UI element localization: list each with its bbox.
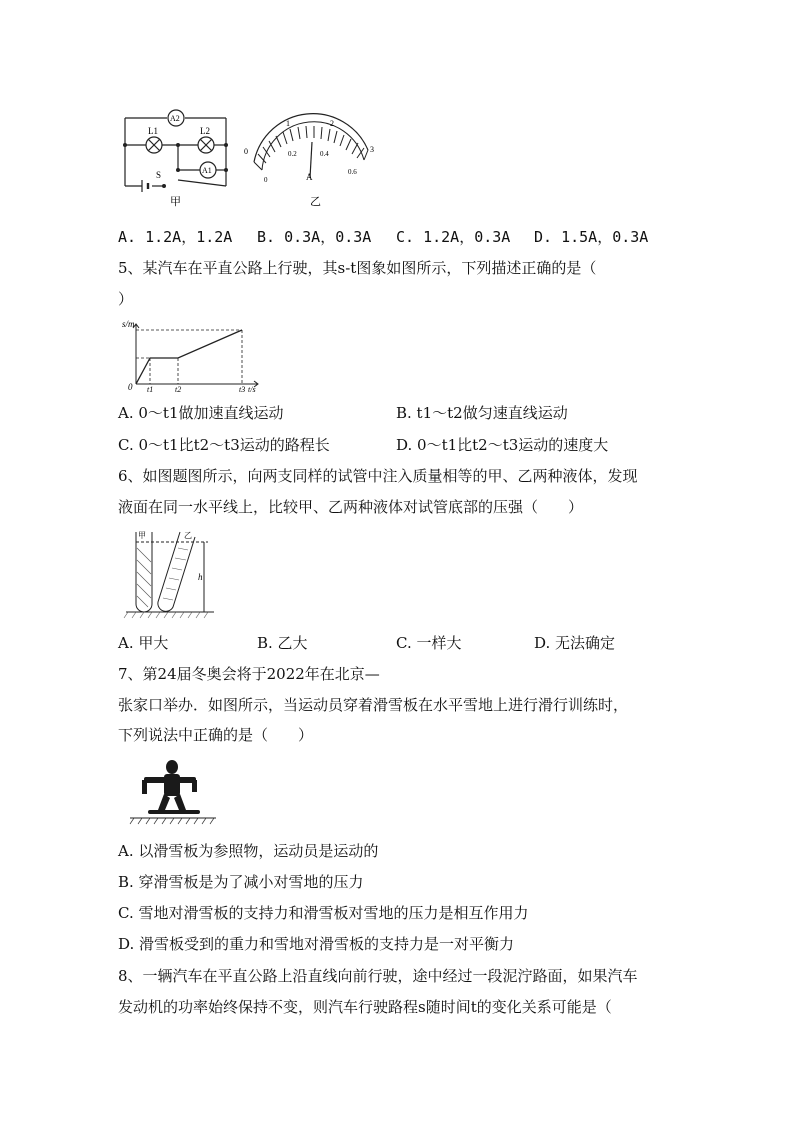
- switch-s-label: S: [156, 170, 162, 180]
- ammeter-dial-yi: [238, 112, 378, 212]
- q5-option-d[interactable]: D. 0～t1比t2～t3运动的速度大: [396, 436, 609, 454]
- q7-option-b[interactable]: B. 穿滑雪板是为了减小对雪地的压力: [118, 873, 364, 891]
- q4-option-a[interactable]: A. 1.2A，1.2A: [118, 228, 233, 246]
- q6-option-a[interactable]: A. 甲大: [118, 634, 169, 652]
- test-tubes-figure: [118, 528, 218, 620]
- graph-t3-label: t3: [239, 385, 246, 393]
- dial-inner-tick-3: 0.6: [348, 168, 357, 176]
- q6-option-b[interactable]: B. 乙大: [257, 634, 308, 652]
- dial-outer-tick-2: 2: [330, 119, 334, 128]
- graph-origin: 0: [128, 382, 133, 392]
- q7-option-d[interactable]: D. 滑雪板受到的重力和雪地对滑雪板的支持力是一对平衡力: [118, 935, 515, 953]
- tube-label-jia: 甲: [138, 531, 146, 540]
- q8-stem-line1: 8、一辆汽车在平直公路上沿直线向前行驶，途中经过一段泥泞路面，如果汽车: [118, 967, 638, 985]
- dial-inner-tick-0: 0: [264, 176, 268, 184]
- circuit-diagram-jia: [118, 108, 238, 208]
- dial-outer-tick-0: 0: [244, 147, 248, 156]
- q6-stem-line1: 6、如图题图所示，向两支同样的试管中注入质量相等的甲、乙两种液体，发现: [118, 467, 638, 485]
- q6-stem-line2: 液面在同一水平线上，比较甲、乙两种液体对试管底部的压强（ ）: [118, 498, 584, 516]
- figure-caption-yi: 乙: [310, 196, 321, 208]
- s-t-graph: [118, 318, 268, 393]
- dial-unit-label: A: [306, 172, 313, 182]
- ammeter-a1-label: A1: [202, 166, 212, 175]
- dial-outer-tick-3: 3: [370, 145, 374, 154]
- graph-t2-label: t2: [175, 385, 182, 393]
- figure-caption-jia: 甲: [170, 196, 181, 208]
- graph-xlabel: t/s: [248, 385, 256, 393]
- q5-option-a[interactable]: A. 0～t1做加速直线运动: [118, 404, 284, 422]
- q6-option-d[interactable]: D. 无法确定: [534, 634, 616, 652]
- q7-option-c[interactable]: C. 雪地对滑雪板的支持力和滑雪板对雪地的压力是相互作用力: [118, 904, 529, 922]
- graph-t1-label: t1: [147, 385, 154, 393]
- q7-stem-line1: 7、第24届冬奥会将于2022年在北京—: [118, 665, 380, 683]
- lamp-l2-label: L2: [200, 126, 210, 136]
- q5-stem-cont: ）: [118, 290, 134, 308]
- dial-inner-tick-1: 0.2: [288, 150, 297, 158]
- q5-option-c[interactable]: C. 0～t1比t2～t3运动的路程长: [118, 436, 330, 454]
- ammeter-a2-label: A2: [170, 114, 180, 123]
- q7-stem-line3: 下列说法中正确的是（ ）: [118, 726, 314, 744]
- q4-option-d[interactable]: D. 1.5A，0.3A: [534, 228, 649, 246]
- q6-option-c[interactable]: C. 一样大: [396, 634, 462, 652]
- q8-stem-line2: 发动机的功率始终保持不变，则汽车行驶路程s随时间t的变化关系可能是（: [118, 998, 612, 1016]
- snowboarder-figure: [128, 758, 218, 828]
- q4-option-b[interactable]: B. 0.3A，0.3A: [257, 228, 372, 246]
- q5-stem: 5、某汽车在平直公路上行驶，其s-t图象如图所示，下列描述正确的是（: [118, 259, 597, 277]
- lamp-l1-label: L1: [148, 126, 158, 136]
- dial-outer-tick-1: 1: [286, 119, 290, 128]
- q7-option-a[interactable]: A. 以滑雪板为参照物，运动员是运动的: [118, 842, 379, 860]
- graph-ylabel: s/m: [122, 319, 135, 329]
- tube-label-yi: 乙: [184, 531, 192, 540]
- q4-option-c[interactable]: C. 1.2A，0.3A: [396, 228, 511, 246]
- dial-inner-tick-2: 0.4: [320, 150, 329, 158]
- q5-option-b[interactable]: B. t1～t2做匀速直线运动: [396, 404, 568, 422]
- height-label-h: h: [198, 572, 203, 582]
- q7-stem-line2: 张家口举办．如图所示，当运动员穿着滑雪板在水平雪地上进行滑行训练时，: [118, 696, 629, 714]
